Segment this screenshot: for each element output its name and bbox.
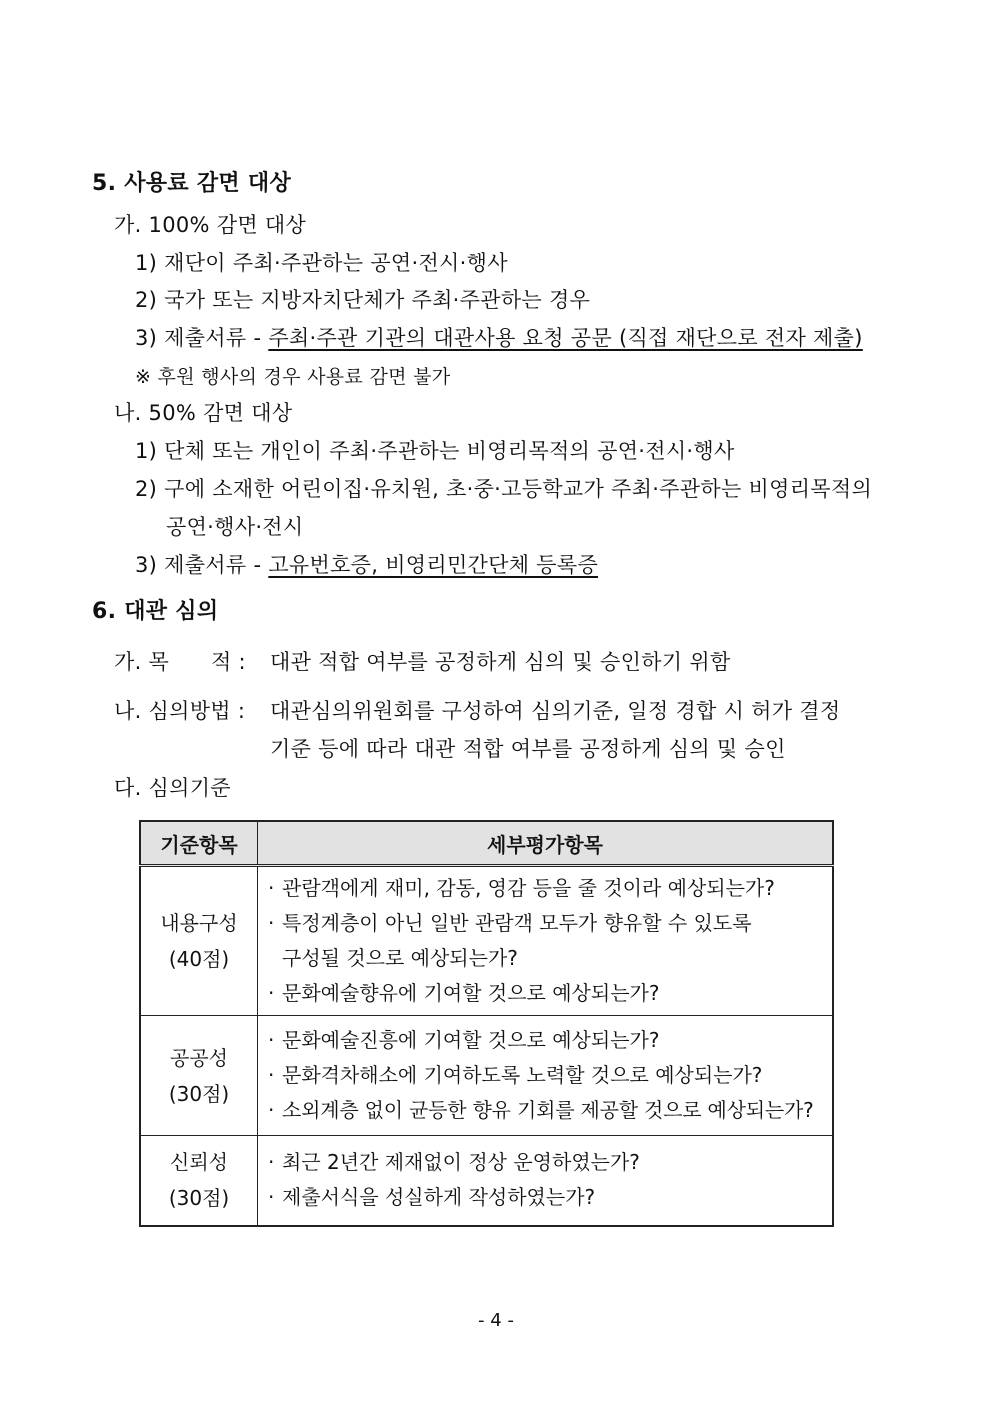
section-5a-item-1: 1) 재단이 주최·주관하는 공연·전시·행사 xyxy=(135,251,508,275)
section-5a-docs-prefix: 3) 제출서류 - xyxy=(135,326,269,350)
bullet: · xyxy=(268,876,275,900)
criteria-table xyxy=(139,820,834,1227)
bullet: · xyxy=(268,911,275,935)
bullet: · xyxy=(268,1098,275,1122)
section-5-title: 5. 사용료 감면 대상 xyxy=(92,171,292,196)
details-cell xyxy=(258,1016,834,1136)
category-name: 내용구성 xyxy=(160,911,238,935)
section-5a-docs-text: 주최·주관 기관의 대관사용 요청 공문 (직접 재단으로 전자 제출) xyxy=(268,326,863,350)
section-5a-label: 가. 100% 감면 대상 xyxy=(114,213,307,237)
item-text: 특정계층이 아닌 일반 관람객 모두가 향유할 수 있도록 xyxy=(282,911,752,935)
details-cell xyxy=(258,866,834,1016)
list-item xyxy=(266,1180,832,1215)
list-item xyxy=(266,906,832,976)
item-text: 제출서식을 성실하게 작성하였는가? xyxy=(282,1185,596,1210)
item-text: 소외계층 없이 균등한 향유 기회를 제공할 것으로 예상되는가? xyxy=(282,1098,814,1122)
criteria-label: 다. 심의기준 xyxy=(114,776,231,800)
category-cell xyxy=(140,866,258,1016)
category-cell xyxy=(140,1136,258,1226)
section-5b-item-1: 1) 단체 또는 개인이 주최·주관하는 비영리목적의 공연·전시·행사 xyxy=(135,439,735,463)
section-5b-item-2-line-2: 공연·행사·전시 xyxy=(166,515,304,539)
category-points: (30점) xyxy=(168,1186,230,1211)
list-item xyxy=(266,1023,832,1058)
category-points: (40점) xyxy=(168,947,230,971)
list-item xyxy=(266,1145,832,1180)
section-5b-label: 나. 50% 감면 대상 xyxy=(114,401,293,425)
section-5b-docs-text: 고유번호증, 비영리민간단체 등록증 xyxy=(268,553,599,577)
bullet: · xyxy=(268,1063,275,1087)
item-text: 최근 2년간 제재없이 정상 운영하였는가? xyxy=(282,1150,640,1175)
section-5a-docs xyxy=(135,324,863,352)
header-details: 세부평가항목 xyxy=(258,821,834,866)
item-text: 문화격차해소에 기여하도록 노력할 것으로 예상되는가? xyxy=(282,1063,763,1087)
list-item xyxy=(266,976,832,1011)
list-item xyxy=(266,871,832,906)
table-row xyxy=(140,1136,833,1226)
category-name: 공공성 xyxy=(170,1045,228,1070)
section-5b-docs xyxy=(135,551,598,579)
item-text: 문화예술향유에 기여할 것으로 예상되는가? xyxy=(282,981,660,1005)
list-item xyxy=(266,1093,832,1128)
bullet: · xyxy=(268,1028,275,1052)
section-6-title: 6. 대관 심의 xyxy=(92,599,219,624)
section-5a-note: ※ 후원 행사의 경우 사용료 감면 불가 xyxy=(135,366,451,388)
details-cell xyxy=(258,1136,834,1226)
method-text-line-2: 기준 등에 따라 대관 적합 여부를 공정하게 심의 및 승인 xyxy=(270,737,786,761)
purpose-label: 가. 목 적 : xyxy=(114,650,246,674)
section-5b-docs-prefix: 3) 제출서류 - xyxy=(135,553,269,577)
table-row xyxy=(140,1016,833,1136)
category-points: (30점) xyxy=(168,1081,230,1106)
page-number: - 4 - xyxy=(478,1310,514,1331)
category-name: 신뢰성 xyxy=(170,1150,228,1175)
bullet: · xyxy=(268,981,275,1005)
item-text: 관람객에게 재미, 감동, 영감 등을 줄 것이라 예상되는가? xyxy=(282,876,775,900)
section-5b-item-2-line-1: 2) 구에 소재한 어린이집·유치원, 초·중·고등학교가 주최·주관하는 비영리목적의 xyxy=(135,477,873,501)
item-text: 문화예술진흥에 기여할 것으로 예상되는가? xyxy=(282,1028,660,1052)
bullet: · xyxy=(268,1185,275,1210)
category-cell xyxy=(140,1016,258,1136)
item-text-continuation: 구성될 것으로 예상되는가? xyxy=(282,946,518,970)
purpose-text: 대관 적합 여부를 공정하게 심의 및 승인하기 위함 xyxy=(270,650,731,674)
list-item xyxy=(266,1058,832,1093)
bullet: · xyxy=(268,1150,275,1175)
header-category: 기준항목 xyxy=(140,821,258,866)
table-row xyxy=(140,866,833,1016)
table-header-row xyxy=(140,821,833,866)
method-label: 나. 심의방법 : xyxy=(114,699,246,723)
section-5a-item-2: 2) 국가 또는 지방자치단체가 주최·주관하는 경우 xyxy=(135,288,591,312)
method-text-line-1: 대관심의위원회를 구성하여 심의기준, 일정 경합 시 허가 결정 xyxy=(270,699,841,723)
